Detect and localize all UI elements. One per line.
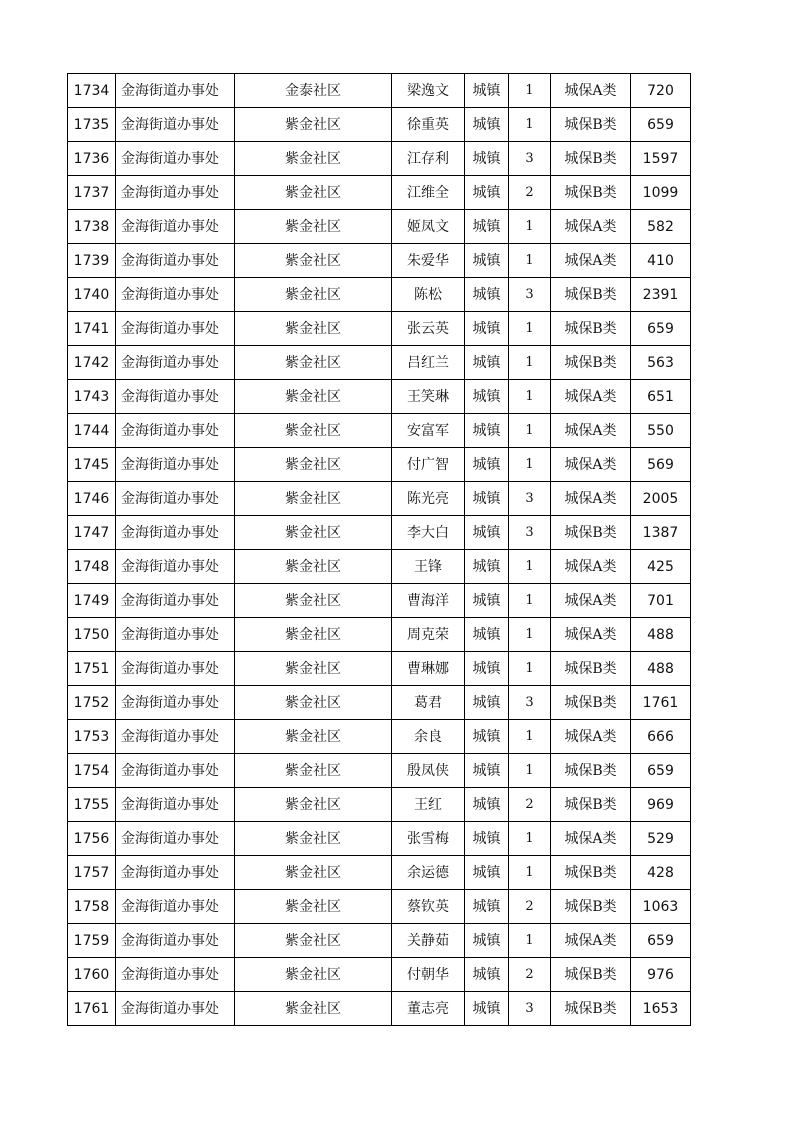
area-type-cell: 城镇 <box>465 482 509 516</box>
record-id-cell: 1749 <box>68 584 116 618</box>
category-cell: 城保B类 <box>551 754 631 788</box>
area-type-cell: 城镇 <box>465 380 509 414</box>
table-row <box>68 482 691 516</box>
household-count-cell: 2 <box>509 176 551 210</box>
table-row <box>68 142 691 176</box>
area-type-cell: 城镇 <box>465 584 509 618</box>
amount-cell: 569 <box>631 448 691 482</box>
community-cell: 紫金社区 <box>235 142 392 176</box>
community-cell: 紫金社区 <box>235 278 392 312</box>
amount-cell: 1387 <box>631 516 691 550</box>
category-cell: 城保B类 <box>551 958 631 992</box>
record-id-cell: 1744 <box>68 414 116 448</box>
record-id-cell: 1752 <box>68 686 116 720</box>
amount-cell: 1761 <box>631 686 691 720</box>
table-row <box>68 822 691 856</box>
table-row <box>68 788 691 822</box>
area-type-cell: 城镇 <box>465 516 509 550</box>
community-cell: 紫金社区 <box>235 108 392 142</box>
name-cell: 姬凤文 <box>392 210 465 244</box>
name-cell: 蔡钦英 <box>392 890 465 924</box>
office-cell: 金海街道办事处 <box>116 482 235 516</box>
household-count-cell: 1 <box>509 856 551 890</box>
area-type-cell: 城镇 <box>465 992 509 1026</box>
office-cell: 金海街道办事处 <box>116 74 235 108</box>
name-cell: 陈光亮 <box>392 482 465 516</box>
table-row <box>68 720 691 754</box>
amount-cell: 659 <box>631 754 691 788</box>
area-type-cell: 城镇 <box>465 74 509 108</box>
office-cell: 金海街道办事处 <box>116 652 235 686</box>
category-cell: 城保A类 <box>551 924 631 958</box>
office-cell: 金海街道办事处 <box>116 414 235 448</box>
table-row <box>68 312 691 346</box>
household-count-cell: 2 <box>509 890 551 924</box>
table-row <box>68 924 691 958</box>
community-cell: 金泰社区 <box>235 74 392 108</box>
category-cell: 城保A类 <box>551 414 631 448</box>
category-cell: 城保A类 <box>551 448 631 482</box>
area-type-cell: 城镇 <box>465 822 509 856</box>
category-cell: 城保A类 <box>551 720 631 754</box>
office-cell: 金海街道办事处 <box>116 244 235 278</box>
amount-cell: 410 <box>631 244 691 278</box>
community-cell: 紫金社区 <box>235 414 392 448</box>
amount-cell: 550 <box>631 414 691 448</box>
amount-cell: 1597 <box>631 142 691 176</box>
office-cell: 金海街道办事处 <box>116 788 235 822</box>
table-row <box>68 346 691 380</box>
office-cell: 金海街道办事处 <box>116 822 235 856</box>
amount-cell: 1063 <box>631 890 691 924</box>
record-id-cell: 1737 <box>68 176 116 210</box>
household-count-cell: 1 <box>509 550 551 584</box>
office-cell: 金海街道办事处 <box>116 210 235 244</box>
category-cell: 城保B类 <box>551 346 631 380</box>
office-cell: 金海街道办事处 <box>116 584 235 618</box>
record-id-cell: 1758 <box>68 890 116 924</box>
category-cell: 城保B类 <box>551 992 631 1026</box>
name-cell: 江存利 <box>392 142 465 176</box>
community-cell: 紫金社区 <box>235 244 392 278</box>
record-id-cell: 1750 <box>68 618 116 652</box>
category-cell: 城保A类 <box>551 482 631 516</box>
community-cell: 紫金社区 <box>235 380 392 414</box>
name-cell: 曹琳娜 <box>392 652 465 686</box>
household-count-cell: 1 <box>509 720 551 754</box>
records-table-body <box>68 74 691 1026</box>
community-cell: 紫金社区 <box>235 584 392 618</box>
category-cell: 城保A类 <box>551 74 631 108</box>
household-count-cell: 1 <box>509 74 551 108</box>
area-type-cell: 城镇 <box>465 414 509 448</box>
amount-cell: 529 <box>631 822 691 856</box>
table-row <box>68 958 691 992</box>
record-id-cell: 1753 <box>68 720 116 754</box>
area-type-cell: 城镇 <box>465 924 509 958</box>
name-cell: 殷凤侠 <box>392 754 465 788</box>
name-cell: 王锋 <box>392 550 465 584</box>
office-cell: 金海街道办事处 <box>116 856 235 890</box>
household-count-cell: 1 <box>509 754 551 788</box>
table-row <box>68 550 691 584</box>
category-cell: 城保B类 <box>551 312 631 346</box>
amount-cell: 651 <box>631 380 691 414</box>
area-type-cell: 城镇 <box>465 448 509 482</box>
name-cell: 付广智 <box>392 448 465 482</box>
name-cell: 余运德 <box>392 856 465 890</box>
table-row <box>68 754 691 788</box>
community-cell: 紫金社区 <box>235 210 392 244</box>
amount-cell: 701 <box>631 584 691 618</box>
table-row <box>68 74 691 108</box>
office-cell: 金海街道办事处 <box>116 924 235 958</box>
record-id-cell: 1738 <box>68 210 116 244</box>
record-id-cell: 1736 <box>68 142 116 176</box>
community-cell: 紫金社区 <box>235 482 392 516</box>
name-cell: 付朝华 <box>392 958 465 992</box>
office-cell: 金海街道办事处 <box>116 278 235 312</box>
amount-cell: 488 <box>631 618 691 652</box>
area-type-cell: 城镇 <box>465 346 509 380</box>
household-count-cell: 3 <box>509 142 551 176</box>
amount-cell: 425 <box>631 550 691 584</box>
name-cell: 王笑琳 <box>392 380 465 414</box>
area-type-cell: 城镇 <box>465 856 509 890</box>
community-cell: 紫金社区 <box>235 754 392 788</box>
household-count-cell: 3 <box>509 482 551 516</box>
amount-cell: 2005 <box>631 482 691 516</box>
name-cell: 曹海洋 <box>392 584 465 618</box>
record-id-cell: 1761 <box>68 992 116 1026</box>
community-cell: 紫金社区 <box>235 924 392 958</box>
household-count-cell: 1 <box>509 822 551 856</box>
name-cell: 徐重英 <box>392 108 465 142</box>
office-cell: 金海街道办事处 <box>116 142 235 176</box>
community-cell: 紫金社区 <box>235 516 392 550</box>
record-id-cell: 1735 <box>68 108 116 142</box>
name-cell: 张雪梅 <box>392 822 465 856</box>
office-cell: 金海街道办事处 <box>116 516 235 550</box>
table-row <box>68 618 691 652</box>
amount-cell: 428 <box>631 856 691 890</box>
area-type-cell: 城镇 <box>465 244 509 278</box>
name-cell: 江维全 <box>392 176 465 210</box>
community-cell: 紫金社区 <box>235 448 392 482</box>
office-cell: 金海街道办事处 <box>116 176 235 210</box>
record-id-cell: 1748 <box>68 550 116 584</box>
household-count-cell: 2 <box>509 788 551 822</box>
amount-cell: 659 <box>631 108 691 142</box>
household-count-cell: 3 <box>509 516 551 550</box>
name-cell: 关静茹 <box>392 924 465 958</box>
household-count-cell: 1 <box>509 414 551 448</box>
community-cell: 紫金社区 <box>235 176 392 210</box>
community-cell: 紫金社区 <box>235 992 392 1026</box>
community-cell: 紫金社区 <box>235 550 392 584</box>
records-table <box>67 73 691 1026</box>
record-id-cell: 1742 <box>68 346 116 380</box>
area-type-cell: 城镇 <box>465 788 509 822</box>
name-cell: 朱爱华 <box>392 244 465 278</box>
table-row <box>68 890 691 924</box>
category-cell: 城保A类 <box>551 822 631 856</box>
area-type-cell: 城镇 <box>465 754 509 788</box>
household-count-cell: 1 <box>509 312 551 346</box>
community-cell: 紫金社区 <box>235 686 392 720</box>
area-type-cell: 城镇 <box>465 312 509 346</box>
record-id-cell: 1755 <box>68 788 116 822</box>
record-id-cell: 1747 <box>68 516 116 550</box>
table-row <box>68 856 691 890</box>
category-cell: 城保B类 <box>551 686 631 720</box>
table-row <box>68 244 691 278</box>
community-cell: 紫金社区 <box>235 822 392 856</box>
area-type-cell: 城镇 <box>465 210 509 244</box>
area-type-cell: 城镇 <box>465 108 509 142</box>
record-id-cell: 1754 <box>68 754 116 788</box>
name-cell: 李大白 <box>392 516 465 550</box>
amount-cell: 659 <box>631 312 691 346</box>
category-cell: 城保A类 <box>551 550 631 584</box>
category-cell: 城保B类 <box>551 856 631 890</box>
record-id-cell: 1743 <box>68 380 116 414</box>
name-cell: 余良 <box>392 720 465 754</box>
household-count-cell: 1 <box>509 346 551 380</box>
amount-cell: 563 <box>631 346 691 380</box>
office-cell: 金海街道办事处 <box>116 618 235 652</box>
area-type-cell: 城镇 <box>465 652 509 686</box>
category-cell: 城保B类 <box>551 278 631 312</box>
record-id-cell: 1740 <box>68 278 116 312</box>
name-cell: 张云英 <box>392 312 465 346</box>
table-row <box>68 414 691 448</box>
amount-cell: 488 <box>631 652 691 686</box>
area-type-cell: 城镇 <box>465 890 509 924</box>
name-cell: 董志亮 <box>392 992 465 1026</box>
community-cell: 紫金社区 <box>235 890 392 924</box>
area-type-cell: 城镇 <box>465 618 509 652</box>
community-cell: 紫金社区 <box>235 856 392 890</box>
record-id-cell: 1760 <box>68 958 116 992</box>
office-cell: 金海街道办事处 <box>116 346 235 380</box>
category-cell: 城保A类 <box>551 618 631 652</box>
table-row <box>68 380 691 414</box>
table-row <box>68 278 691 312</box>
category-cell: 城保B类 <box>551 142 631 176</box>
office-cell: 金海街道办事处 <box>116 380 235 414</box>
community-cell: 紫金社区 <box>235 788 392 822</box>
area-type-cell: 城镇 <box>465 142 509 176</box>
record-id-cell: 1734 <box>68 74 116 108</box>
table-row <box>68 992 691 1026</box>
household-count-cell: 1 <box>509 108 551 142</box>
household-count-cell: 1 <box>509 210 551 244</box>
record-id-cell: 1756 <box>68 822 116 856</box>
household-count-cell: 1 <box>509 652 551 686</box>
household-count-cell: 1 <box>509 584 551 618</box>
office-cell: 金海街道办事处 <box>116 992 235 1026</box>
office-cell: 金海街道办事处 <box>116 958 235 992</box>
table-row <box>68 210 691 244</box>
record-id-cell: 1741 <box>68 312 116 346</box>
table-row <box>68 448 691 482</box>
community-cell: 紫金社区 <box>235 720 392 754</box>
name-cell: 安富军 <box>392 414 465 448</box>
office-cell: 金海街道办事处 <box>116 108 235 142</box>
table-row <box>68 686 691 720</box>
category-cell: 城保B类 <box>551 788 631 822</box>
office-cell: 金海街道办事处 <box>116 312 235 346</box>
name-cell: 葛君 <box>392 686 465 720</box>
table-row <box>68 652 691 686</box>
name-cell: 陈松 <box>392 278 465 312</box>
community-cell: 紫金社区 <box>235 346 392 380</box>
household-count-cell: 2 <box>509 958 551 992</box>
table-row <box>68 108 691 142</box>
record-id-cell: 1746 <box>68 482 116 516</box>
household-count-cell: 1 <box>509 924 551 958</box>
office-cell: 金海街道办事处 <box>116 754 235 788</box>
household-count-cell: 3 <box>509 686 551 720</box>
household-count-cell: 3 <box>509 278 551 312</box>
amount-cell: 720 <box>631 74 691 108</box>
household-count-cell: 1 <box>509 380 551 414</box>
community-cell: 紫金社区 <box>235 652 392 686</box>
category-cell: 城保B类 <box>551 176 631 210</box>
category-cell: 城保B类 <box>551 108 631 142</box>
table-row <box>68 516 691 550</box>
category-cell: 城保A类 <box>551 380 631 414</box>
category-cell: 城保B类 <box>551 516 631 550</box>
community-cell: 紫金社区 <box>235 958 392 992</box>
amount-cell: 2391 <box>631 278 691 312</box>
record-id-cell: 1739 <box>68 244 116 278</box>
amount-cell: 969 <box>631 788 691 822</box>
household-count-cell: 1 <box>509 618 551 652</box>
household-count-cell: 1 <box>509 448 551 482</box>
area-type-cell: 城镇 <box>465 550 509 584</box>
category-cell: 城保A类 <box>551 584 631 618</box>
table-row <box>68 584 691 618</box>
office-cell: 金海街道办事处 <box>116 550 235 584</box>
office-cell: 金海街道办事处 <box>116 720 235 754</box>
category-cell: 城保B类 <box>551 890 631 924</box>
area-type-cell: 城镇 <box>465 958 509 992</box>
household-count-cell: 3 <box>509 992 551 1026</box>
category-cell: 城保B类 <box>551 652 631 686</box>
name-cell: 周克荣 <box>392 618 465 652</box>
amount-cell: 976 <box>631 958 691 992</box>
name-cell: 吕红兰 <box>392 346 465 380</box>
record-id-cell: 1759 <box>68 924 116 958</box>
office-cell: 金海街道办事处 <box>116 890 235 924</box>
amount-cell: 1653 <box>631 992 691 1026</box>
category-cell: 城保A类 <box>551 244 631 278</box>
name-cell: 王红 <box>392 788 465 822</box>
table-row <box>68 176 691 210</box>
community-cell: 紫金社区 <box>235 312 392 346</box>
amount-cell: 666 <box>631 720 691 754</box>
community-cell: 紫金社区 <box>235 618 392 652</box>
area-type-cell: 城镇 <box>465 278 509 312</box>
name-cell: 梁逸文 <box>392 74 465 108</box>
area-type-cell: 城镇 <box>465 720 509 754</box>
amount-cell: 1099 <box>631 176 691 210</box>
area-type-cell: 城镇 <box>465 176 509 210</box>
office-cell: 金海街道办事处 <box>116 448 235 482</box>
category-cell: 城保A类 <box>551 210 631 244</box>
record-id-cell: 1757 <box>68 856 116 890</box>
area-type-cell: 城镇 <box>465 686 509 720</box>
amount-cell: 659 <box>631 924 691 958</box>
household-count-cell: 1 <box>509 244 551 278</box>
record-id-cell: 1751 <box>68 652 116 686</box>
record-id-cell: 1745 <box>68 448 116 482</box>
office-cell: 金海街道办事处 <box>116 686 235 720</box>
amount-cell: 582 <box>631 210 691 244</box>
